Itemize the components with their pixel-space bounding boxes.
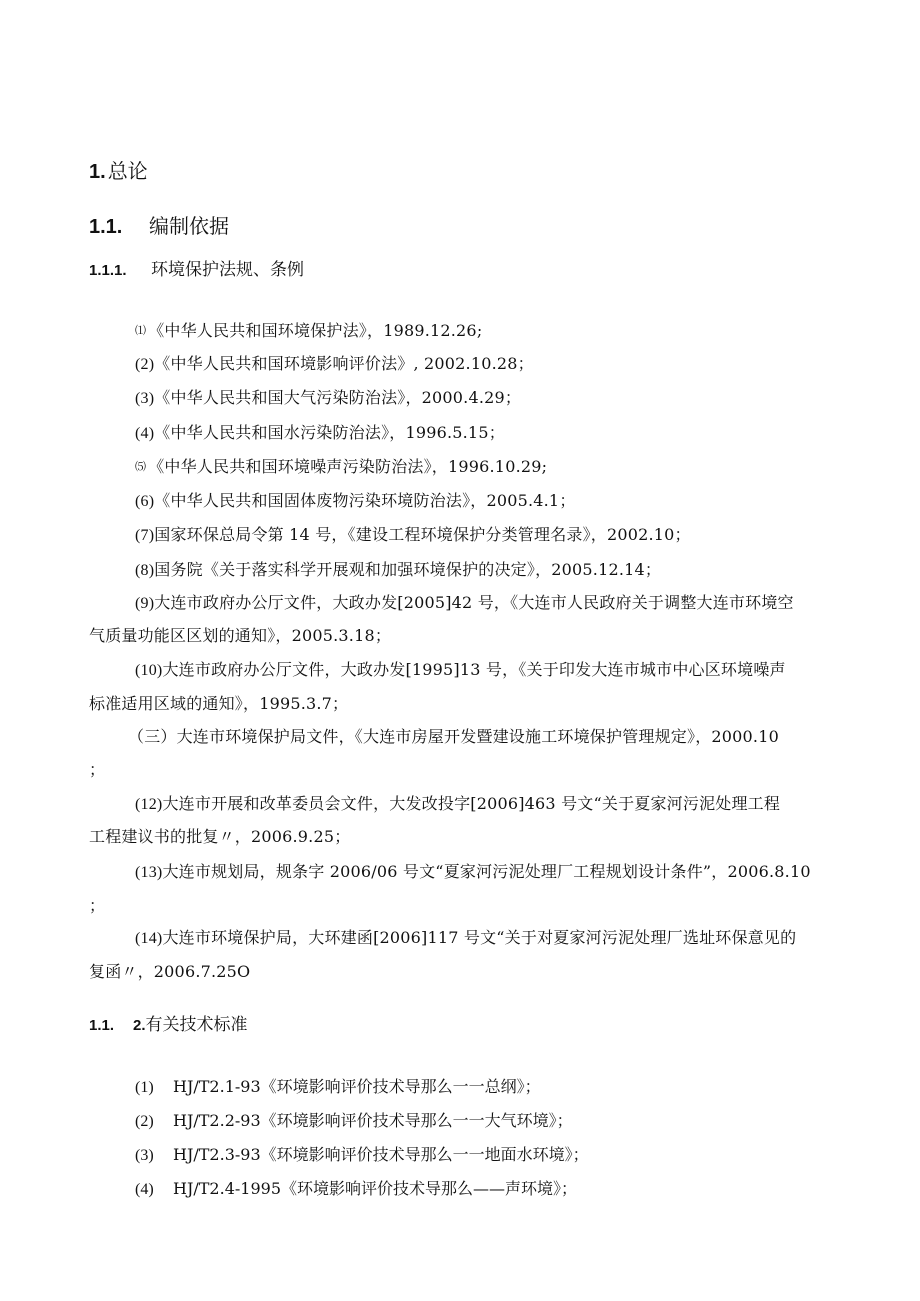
law-item-10 <box>135 659 786 682</box>
law-text: 大连市政府办公厅文件，大政办发[2005]42 号，《大连市人民政府关于调整大连市环境空 <box>154 593 794 612</box>
chapter-heading <box>89 158 148 185</box>
law-label: (3) <box>135 390 155 407</box>
subsection-number-suffix: 2. <box>133 1017 146 1034</box>
standard-text: HJ/T2.4-1995《环境影响评价技术导那么——声环境》； <box>173 1179 578 1198</box>
standard-item-4 <box>135 1178 577 1201</box>
standard-label: (4) <box>135 1181 154 1198</box>
standard-label: (2) <box>135 1113 154 1130</box>
law-item-10-continuation: 标准适用区域的通知》，1995.3.7； <box>89 694 349 713</box>
law-item-11-continuation: ； <box>89 760 106 779</box>
law-item-14 <box>135 927 796 950</box>
standard-item-3 <box>135 1144 589 1167</box>
law-item-14-continuation: 复函〃，2006.7.25O <box>89 962 251 981</box>
law-item-11 <box>128 726 779 749</box>
subsection-title: 有关技术标准 <box>145 1015 248 1035</box>
section-heading <box>89 213 229 240</box>
law-label: ⑸ <box>135 461 147 473</box>
chapter-number: 1. <box>89 161 106 183</box>
law-label: (14) <box>135 930 163 947</box>
law-item-9 <box>135 592 794 615</box>
law-item-3 <box>135 387 521 410</box>
section-number: 1.1. <box>89 216 123 238</box>
law-label: (8) <box>135 562 155 579</box>
law-label: (7) <box>135 527 155 544</box>
standard-text: HJ/T2.3-93《环境影响评价技术导那么一一地面水环境》； <box>173 1145 589 1164</box>
law-item-12-continuation: 工程建议书的批复〃，2006.9.25； <box>89 827 351 846</box>
law-label: ⑴ <box>135 325 147 337</box>
law-text: 《中华人民共和国固体废物污染环境防治法》，2005.4.1； <box>154 491 576 510</box>
law-text: 国家环保总局令第 14 号，《建设工程环境保护分类管理名录》，2002.10； <box>154 525 691 544</box>
standard-text: HJ/T2.1-93《环境影响评价技术导那么一一总纲》； <box>173 1077 541 1096</box>
law-item-9-continuation: 气质量功能区区划的通知》，2005.3.18； <box>89 626 392 645</box>
subsection-number: 1.1. <box>89 1017 115 1034</box>
law-label: (2) <box>135 356 155 373</box>
law-item-5 <box>135 456 547 478</box>
law-label: (13) <box>135 864 163 881</box>
section-title: 编制依据 <box>149 214 229 238</box>
law-item-2 <box>135 353 534 376</box>
law-label: (10) <box>135 662 163 679</box>
subsection-heading-laws <box>89 258 304 283</box>
subsection-number: 1.1.1. <box>89 262 127 279</box>
standard-item-1 <box>135 1076 541 1099</box>
law-text: 大连市政府办公厅文件，大政办发[1995]13 号，《关于印发大连市城市中心区环境噪声 <box>162 660 786 679</box>
law-label: (4) <box>135 425 155 442</box>
law-text: 《中华人民共和国水污染防治法》，1996.5.15； <box>154 423 505 442</box>
law-item-1 <box>135 320 482 342</box>
law-text: 大连市开展和改革委员会文件，大发改投字[2006]463 号文“关于夏家河污泥处理工程 <box>162 794 781 813</box>
subsection-title: 环境保护法规、条例 <box>151 260 304 280</box>
law-item-12 <box>135 793 780 816</box>
law-label: (6) <box>135 493 155 510</box>
law-label: （三） <box>128 729 177 746</box>
law-text: 《中华人民共和国环境影响评价法》, 2002.10.28； <box>154 354 534 373</box>
law-label: (9) <box>135 595 155 612</box>
chapter-title: 总论 <box>107 159 148 183</box>
subsection-heading-standards <box>89 1013 248 1038</box>
law-item-7 <box>135 524 691 547</box>
law-text: 国务院《关于落实科学开展观和加强环境保护的决定》，2005.12.14； <box>154 560 662 579</box>
law-item-8 <box>135 559 661 582</box>
law-text: 大连市环境保护局，大环建函[2006]117 号文“关于对夏家河污泥处理厂选址环保意见的 <box>162 928 797 947</box>
law-text: 大连市规划局，规条字 2006/06 号文“夏家河污泥处理厂工程规划设计条件”，2006.8.10 <box>162 862 811 881</box>
law-label: (12) <box>135 796 163 813</box>
law-text: 《中华人民共和国环境噪声污染防治法》，1996.10.29; <box>148 457 548 476</box>
law-item-6 <box>135 490 576 513</box>
law-text: 《中华人民共和国环境保护法》，1989.12.26; <box>148 321 483 340</box>
standard-item-2 <box>135 1110 573 1133</box>
law-item-4 <box>135 422 505 445</box>
standard-text: HJ/T2.2-93《环境影响评价技术导那么一一大气环境》； <box>173 1111 573 1130</box>
standard-label: (3) <box>135 1147 154 1164</box>
law-text: 《中华人民共和国大气污染防治法》，2000.4.29； <box>154 388 522 407</box>
standard-label: (1) <box>135 1079 154 1096</box>
law-item-13 <box>135 861 811 884</box>
law-item-13-continuation: ； <box>89 896 106 915</box>
law-text: 大连市环境保护局文件，《大连市房屋开发暨建设施工环境保护管理规定》，2000.10 <box>176 727 779 746</box>
